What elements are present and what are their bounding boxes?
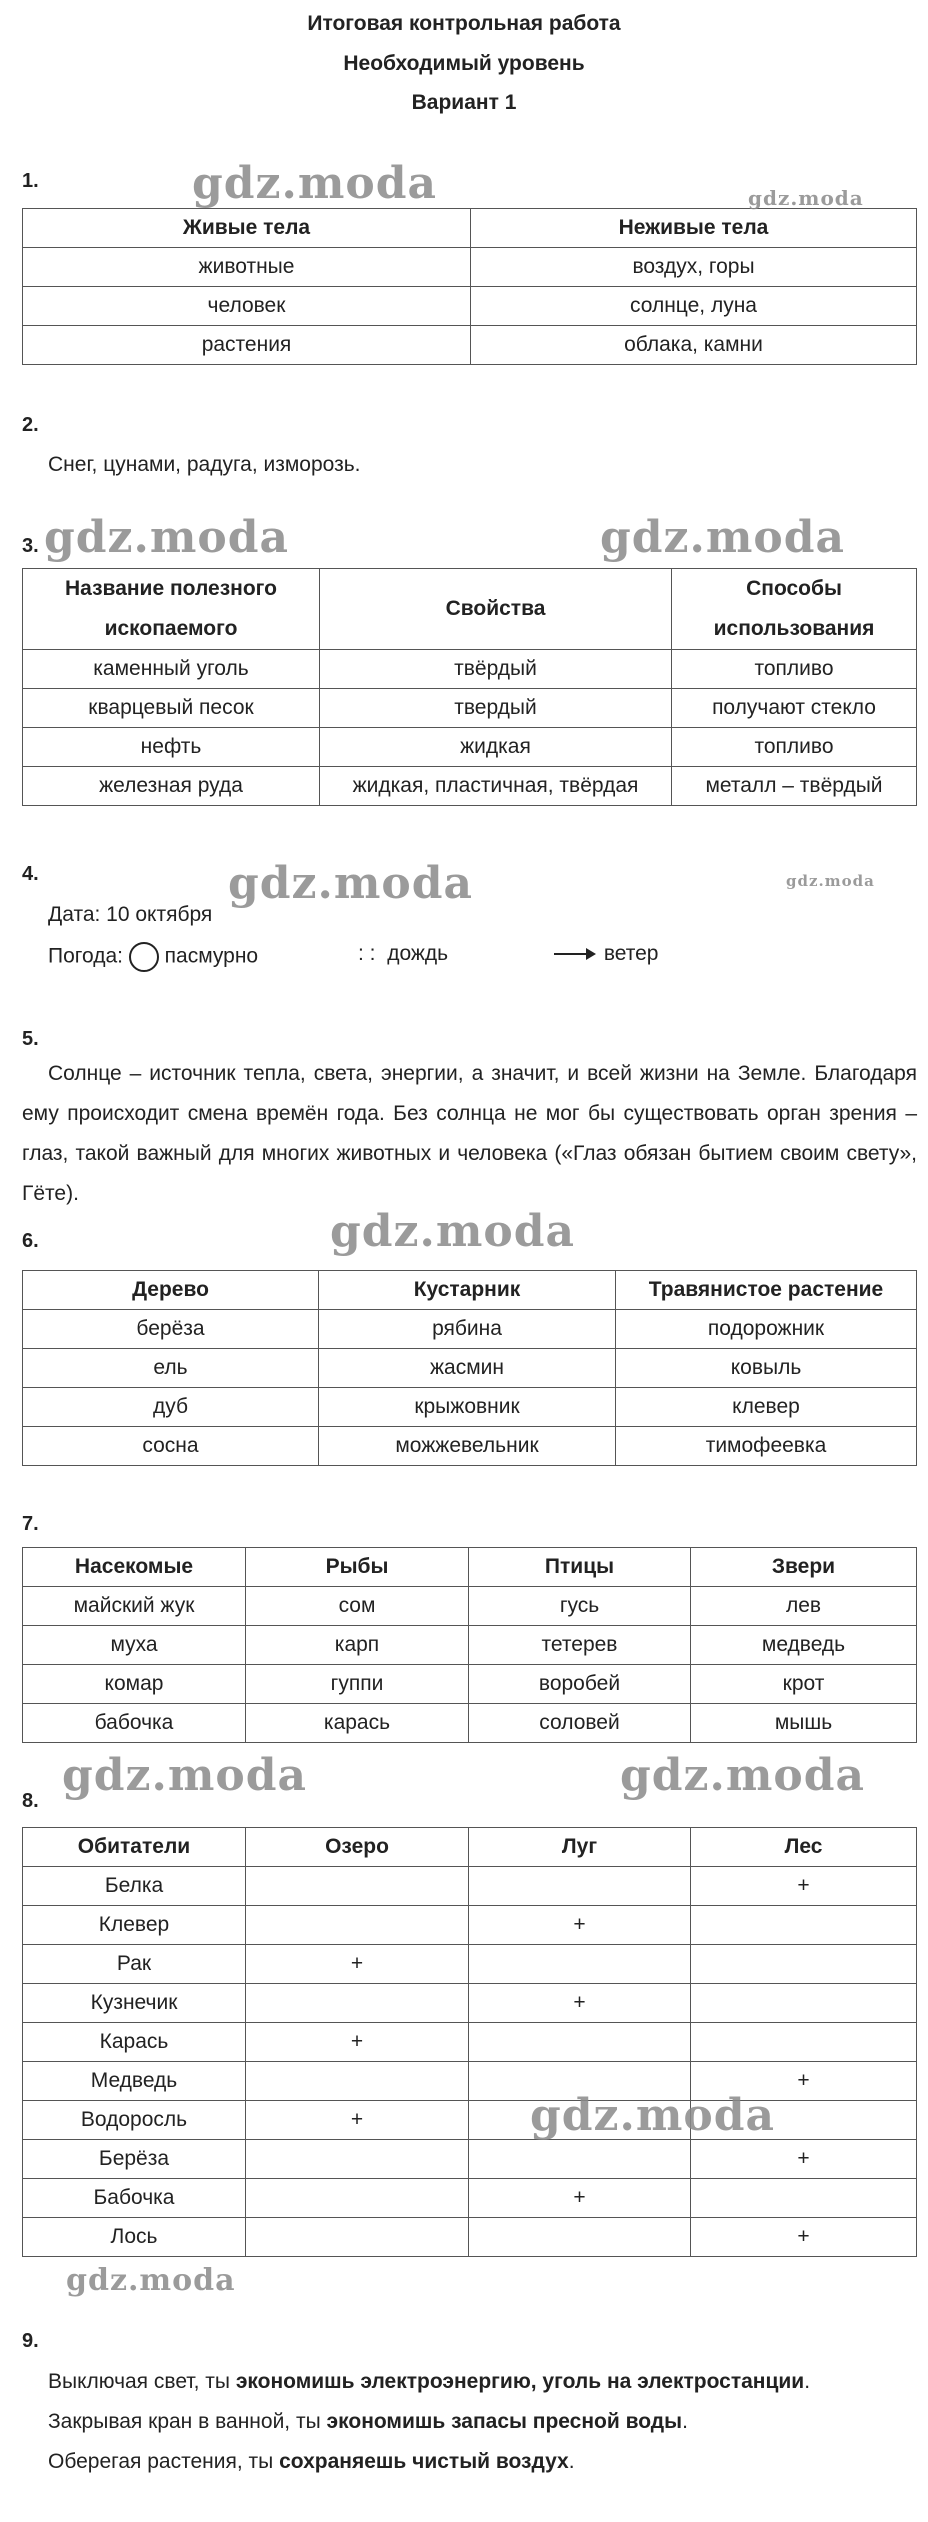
table-cell: Лось — [23, 2218, 246, 2257]
table-cell — [691, 2179, 917, 2218]
table-cell: металл – твёрдый — [672, 767, 917, 806]
task4-weather — [48, 942, 258, 972]
table-row — [23, 1349, 917, 1388]
table-cell: Бабочка — [23, 2179, 246, 2218]
table-cell: сосна — [23, 1427, 319, 1466]
table-row — [23, 1704, 917, 1743]
line-text: Выключая свет, ты — [48, 2370, 236, 2393]
task5-paragraph: Солнце – источник тепла, света, энергии, а значит, и всей жизни на Земле. Благодаря ему происходит смена времён года. Без солнца не мог бы существовать орган зрения – глаз, такой важный для многих животных и человека («Глаз обязан бытием своим свету», Гёте). — [22, 1062, 917, 1205]
table-cell — [469, 1945, 691, 1984]
task7-table — [22, 1547, 917, 1743]
task1-number: 1. — [22, 170, 39, 192]
table-cell: комар — [23, 1665, 246, 1704]
doc-level: Необходимый уровень — [343, 52, 585, 75]
line-bold: экономишь электроэнергию, уголь на электростанции — [235, 2370, 805, 2393]
table-cell — [246, 1984, 469, 2023]
table-row — [23, 1587, 917, 1626]
table-cell: Рак — [23, 1945, 246, 1984]
task1-table — [22, 208, 917, 365]
table-header: Лес — [691, 1828, 917, 1867]
doc-variant: Вариант 1 — [411, 91, 517, 114]
table-cell: топливо — [672, 650, 917, 689]
watermark: gdz.moda — [44, 512, 290, 563]
table-cell: Водоросль — [23, 2101, 246, 2140]
watermark: gdz.moda — [600, 512, 846, 563]
table-row — [23, 1665, 917, 1704]
table-cell — [691, 1945, 917, 1984]
table-cell: Берёза — [23, 2140, 246, 2179]
table-row — [23, 2179, 917, 2218]
table-cell: + — [246, 2023, 469, 2062]
table-header: Дерево — [23, 1271, 319, 1310]
watermark: gdz.moda — [228, 858, 474, 909]
table-cell: топливо — [672, 728, 917, 767]
table-cell: + — [691, 2140, 917, 2179]
table-cell — [691, 2023, 917, 2062]
table-row — [23, 2101, 917, 2140]
table-row — [23, 689, 917, 728]
table-cell: Карась — [23, 2023, 246, 2062]
watermark: gdz.moda — [620, 1750, 866, 1801]
table-cell: твердый — [320, 689, 672, 728]
table-cell: Кузнечик — [23, 1984, 246, 2023]
line-text: Закрывая кран в ванной, ты — [48, 2410, 327, 2433]
table-cell: животные — [23, 248, 471, 287]
line-bold: сохраняешь чистый воздух — [279, 2450, 569, 2473]
table-cell: гуппи — [246, 1665, 469, 1704]
table-row — [23, 2218, 917, 2257]
watermark: gdz.moda — [66, 2263, 236, 2298]
table-cell: карась — [246, 1704, 469, 1743]
table-row — [23, 287, 917, 326]
task4-wind — [552, 942, 659, 966]
table-cell: + — [246, 2101, 469, 2140]
table-cell: + — [246, 1945, 469, 1984]
table-cell: человек — [23, 287, 471, 326]
table-cell: крот — [691, 1665, 917, 1704]
line-end: . — [682, 2410, 688, 2433]
table-row — [23, 1310, 917, 1349]
table-header: Кустарник — [319, 1271, 616, 1310]
task9-line — [48, 2370, 810, 2394]
table-cell — [469, 2140, 691, 2179]
table-row — [23, 1906, 917, 1945]
task7-number: 7. — [22, 1513, 39, 1535]
table-cell: получают стекло — [672, 689, 917, 728]
table-cell: облака, камни — [471, 326, 917, 365]
table-row — [23, 650, 917, 689]
table-cell: лев — [691, 1587, 917, 1626]
table-cell: можжевельник — [319, 1427, 616, 1466]
table-row — [23, 326, 917, 365]
table-header: Свойства — [320, 569, 672, 650]
table-cell: Белка — [23, 1867, 246, 1906]
task2-number: 2. — [22, 414, 39, 436]
watermark: gdz.moda — [748, 186, 864, 210]
task2-answer: Снег, цунами, радуга, изморозь. — [48, 453, 361, 476]
table-cell — [691, 1906, 917, 1945]
table-header: Живые тела — [23, 209, 471, 248]
task8-table — [22, 1827, 917, 2257]
task5-number: 5. — [22, 1028, 39, 1050]
weather-wind: ветер — [603, 942, 659, 965]
line-end: . — [804, 2370, 811, 2393]
cloudy-circle-icon — [129, 942, 159, 972]
table-cell: Медведь — [23, 2062, 246, 2101]
watermark: gdz.moda — [530, 2090, 776, 2141]
table-cell: нефть — [23, 728, 320, 767]
table-cell: тимофеевка — [616, 1427, 917, 1466]
table-cell: клевер — [616, 1388, 917, 1427]
weather-rain: дождь — [387, 942, 449, 965]
table-cell — [246, 2140, 469, 2179]
table-cell: жасмин — [319, 1349, 616, 1388]
table-row — [23, 1626, 917, 1665]
table-cell: солнце, луна — [471, 287, 917, 326]
task3-table — [22, 568, 917, 806]
watermark: gdz.moda — [786, 872, 875, 890]
table-cell: + — [691, 2062, 917, 2101]
table-cell — [246, 1906, 469, 1945]
table-row — [23, 1867, 917, 1906]
table-cell: рябина — [319, 1310, 616, 1349]
task9-line — [48, 2450, 575, 2474]
table-cell: + — [691, 2218, 917, 2257]
table-header: Обитатели — [23, 1828, 246, 1867]
table-cell: + — [469, 1906, 691, 1945]
table-header: Рыбы — [246, 1548, 469, 1587]
table-row — [23, 2023, 917, 2062]
table-row — [23, 248, 917, 287]
weather-cloudy: пасмурно — [164, 944, 259, 968]
table-cell — [469, 2218, 691, 2257]
table-cell: кварцевый песок — [23, 689, 320, 728]
table-cell — [246, 2179, 469, 2218]
table-cell — [246, 1867, 469, 1906]
table-cell: гусь — [469, 1587, 691, 1626]
line-end: . — [568, 2450, 575, 2473]
table-cell — [469, 1867, 691, 1906]
table-header: Озеро — [246, 1828, 469, 1867]
watermark: gdz.moda — [330, 1206, 576, 1257]
doc-title: Итоговая контрольная работа — [307, 12, 621, 35]
table-cell: + — [469, 1984, 691, 2023]
table-cell: соловей — [469, 1704, 691, 1743]
table-cell: воздух, горы — [471, 248, 917, 287]
table-cell: берёза — [23, 1310, 319, 1349]
table-cell: майский жук — [23, 1587, 246, 1626]
table-cell: + — [469, 2179, 691, 2218]
table-row — [23, 728, 917, 767]
table-row — [23, 1388, 917, 1427]
table-header: Птицы — [469, 1548, 691, 1587]
table-cell: крыжовник — [319, 1388, 616, 1427]
rain-dots-icon: : : — [358, 942, 376, 965]
table-header: Способы использования — [672, 569, 917, 650]
weather-label: Погода: — [48, 944, 123, 968]
table-header: Неживые тела — [471, 209, 917, 248]
table-cell: ковыль — [616, 1349, 917, 1388]
table-header: Название полезного ископаемого — [23, 569, 320, 650]
table-header: Насекомые — [23, 1548, 246, 1587]
table-header: Луг — [469, 1828, 691, 1867]
table-row — [23, 767, 917, 806]
table-cell: + — [691, 1867, 917, 1906]
table-cell: Клевер — [23, 1906, 246, 1945]
table-cell: жидкая, пластичная, твёрдая — [320, 767, 672, 806]
line-bold: экономишь запасы пресной воды — [326, 2410, 683, 2433]
wind-arrow-icon — [552, 946, 598, 962]
task4-date: Дата: 10 октября — [48, 903, 213, 926]
table-cell: мышь — [691, 1704, 917, 1743]
table-cell: твёрдый — [320, 650, 672, 689]
table-cell: бабочка — [23, 1704, 246, 1743]
table-row — [23, 1427, 917, 1466]
table-cell: муха — [23, 1626, 246, 1665]
task9-number: 9. — [22, 2330, 39, 2352]
watermark: gdz.moda — [192, 158, 438, 209]
table-cell: растения — [23, 326, 471, 365]
table-cell: подорожник — [616, 1310, 917, 1349]
table-header: Звери — [691, 1548, 917, 1587]
table-cell: воробей — [469, 1665, 691, 1704]
table-cell: каменный уголь — [23, 650, 320, 689]
table-cell — [246, 2062, 469, 2101]
table-row — [23, 2062, 917, 2101]
table-cell — [246, 2218, 469, 2257]
table-cell: жидкая — [320, 728, 672, 767]
line-text: Оберегая растения, ты — [48, 2450, 280, 2473]
table-cell: дуб — [23, 1388, 319, 1427]
table-cell: железная руда — [23, 767, 320, 806]
table-cell: карп — [246, 1626, 469, 1665]
task6-number: 6. — [22, 1230, 39, 1252]
table-cell — [691, 1984, 917, 2023]
task8-number: 8. — [22, 1790, 39, 1812]
table-row — [23, 2140, 917, 2179]
table-row — [23, 1945, 917, 1984]
table-cell: ель — [23, 1349, 319, 1388]
task6-table — [22, 1270, 917, 1466]
table-cell: тетерев — [469, 1626, 691, 1665]
table-cell — [469, 2023, 691, 2062]
table-cell: сом — [246, 1587, 469, 1626]
task9-line — [48, 2410, 688, 2434]
table-row — [23, 1984, 917, 2023]
watermark: gdz.moda — [62, 1750, 308, 1801]
table-header: Травянистое растение — [616, 1271, 917, 1310]
task4-number: 4. — [22, 863, 39, 885]
task3-number: 3. — [22, 535, 39, 557]
table-cell: медведь — [691, 1626, 917, 1665]
task4-rain — [358, 942, 448, 966]
